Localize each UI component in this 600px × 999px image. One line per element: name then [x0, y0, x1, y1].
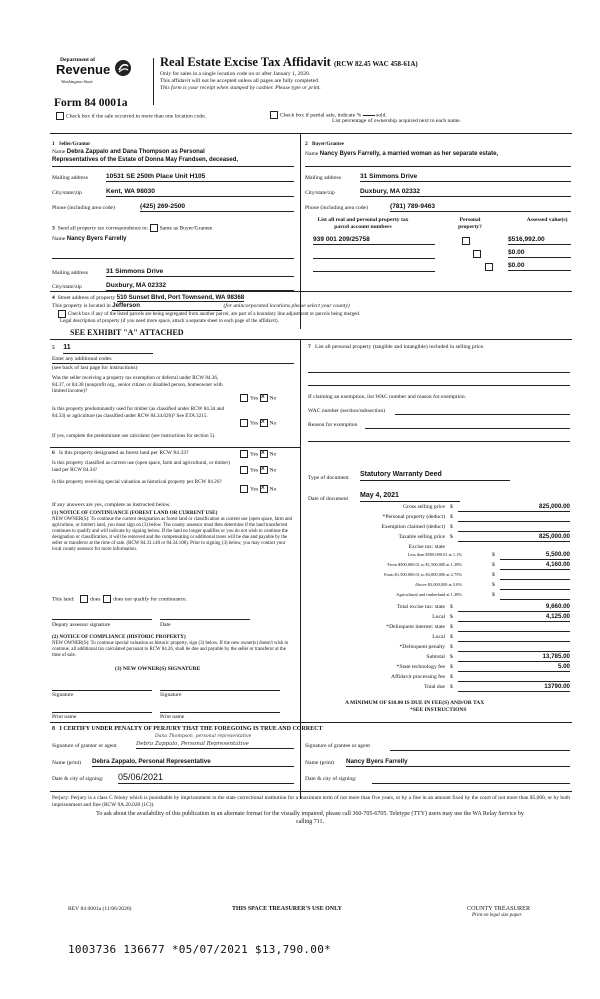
owner-print-name-label-1: Print name — [52, 714, 77, 720]
seller-city-label: City/state/zip — [52, 190, 82, 196]
personal-deduct-label: *Personal property (deduct) — [382, 514, 445, 520]
new-owner-signature-heading: (3) NEW OWNER(S) SIGNATURE — [115, 666, 201, 672]
parcel-number-2[interactable] — [313, 250, 435, 259]
personal-property-checkbox-3[interactable] — [485, 263, 493, 271]
reason-exemption-label: Reason for exemption — [308, 422, 358, 428]
print-legal-note: Print on legal size paper. — [472, 913, 523, 918]
bracket-1-value[interactable]: 5,500.00 — [500, 551, 570, 560]
section5-q1-yes[interactable] — [240, 394, 248, 402]
seller-heading: 1 Seller/Grantor — [52, 141, 91, 147]
grantee-name-label: Name (print) — [305, 760, 335, 766]
delinquent-local-value[interactable] — [458, 633, 570, 642]
bracket-1-label: Less than $500,000.01 at 1.1% — [407, 552, 462, 557]
doc-type-value[interactable]: Statutory Warranty Deed — [360, 471, 510, 481]
section6-q1-no[interactable] — [260, 450, 268, 458]
section6-q3: Is this property receiving special valuation as historical property per RCW 84.26? — [52, 479, 222, 485]
treasurer-stamp: 1003736 136677 *05/07/2021 $13,790.00* — [68, 943, 332, 956]
excise-state-label: Excise tax: state — [408, 544, 445, 550]
bracket-3-label: From $1,500,000.01 to $3,000,000 at 2.75% — [384, 572, 462, 577]
owner-print-name-label-2: Print name — [160, 714, 185, 720]
dept-line1: Department of — [60, 57, 95, 63]
section6-q1-answer: Yes × No — [240, 450, 276, 458]
total-due-label: Total due — [424, 684, 445, 690]
location-code-value[interactable]: 11 — [63, 344, 153, 354]
section5-q2: Is this property predominantly used for timber (as classified under RCW 84.34 and 84.33) or agriculture (as classified under RCW 84.34.020)? See ETA 3215. — [52, 406, 225, 419]
buyer-heading: 2 Buyer/Grantee — [305, 141, 344, 147]
correspondence-city-label: City/state/zip — [52, 284, 82, 290]
bracket-row-5 — [300, 592, 570, 602]
seller-mailing-input[interactable]: 10531 SE 250th Place Unit H105 — [106, 173, 294, 182]
partial-percent-field[interactable] — [363, 115, 375, 116]
buyer-city-input[interactable]: Duxbury, MA 02332 — [360, 188, 571, 197]
section6-q2: Is this property classified as current use (open space, farm and agricultural, or timber) land per RCW 84.34? — [52, 460, 230, 473]
subtotal-value[interactable]: 13,785.00 — [458, 653, 570, 662]
dept-revenue: Revenue — [56, 62, 111, 77]
taxable-price-value[interactable]: 825,000.00 — [458, 533, 570, 542]
bracket-4-cur: $ — [492, 582, 495, 588]
seller-city-input[interactable]: Kent, WA 98030 — [106, 188, 294, 197]
total-excise-label: Total excise tax: state — [396, 604, 445, 610]
assessed-value-3[interactable]: $0.00 — [508, 262, 571, 271]
seller-phone-input[interactable]: (425) 269-2500 — [140, 203, 294, 212]
totals-table — [330, 604, 570, 694]
segregated-row: Check box if any of the listed parcels are being segregated from another parcel, are part of a boundary line adjustment or parcels being merged. — [58, 310, 360, 318]
correspondence-mailing-input[interactable]: 31 Simmons Drive — [106, 268, 294, 277]
owner-signature-label-2: Signature — [160, 692, 182, 698]
parcel-number-3[interactable] — [313, 263, 435, 272]
parcel-col-1: List all real and personal property tax parcel account numbers — [317, 217, 409, 230]
parcel-number-1[interactable]: 939 001 209/25758 — [313, 236, 435, 245]
deputy-date-label: Date — [160, 622, 171, 628]
gross-price-label: Gross selling price — [403, 504, 445, 510]
doc-date-value[interactable]: May 4, 2021 — [360, 492, 460, 502]
title-ref: (RCW 82.45 WAC 458-61A) — [333, 60, 418, 68]
legal-description-label: Legal description of property (if you need more space, attach a separate sheet to each page of the affidavit). — [60, 318, 279, 324]
subtotal-cur: $ — [450, 654, 453, 660]
delinquent-local-cur: $ — [450, 634, 453, 640]
bracket-5-cur: $ — [492, 592, 495, 598]
segregated-checkbox[interactable] — [58, 310, 66, 318]
wac-number-label: WAC number (section/subsection) — [308, 408, 386, 414]
local-tax-value[interactable]: 4,125.00 — [458, 613, 570, 622]
grantor-date-value[interactable]: 05/06/2021 — [118, 772, 294, 784]
taxable-price-cur: $ — [450, 534, 453, 540]
notice2-body: NEW OWNER(S): To continue special valuation as historic property, sign (3) below. If the new owner(s) doesn't wish to continue, all additional tax calculated pursuant to RCW 84.26, shall be due and payable by the seller or transferor at the time of sale. — [52, 641, 289, 658]
enter-codes-label: Enter any additional codes — [52, 356, 112, 362]
bracket-4-value[interactable] — [500, 581, 570, 590]
section6-q1-yes[interactable] — [240, 450, 248, 458]
buyer-mailing-label: Mailing address — [305, 175, 341, 181]
total-excise-value[interactable]: 9,660.00 — [458, 603, 570, 612]
section5-q2-note: If yes, complete the predominate use calculator (see instructions for section 5). — [52, 433, 216, 439]
perjury-text: Perjury: Perjury is a class C felony which is punishable by imprisonment in the state correctional institution for a maximum term of not more than five years, or by a fine in an amount fixed by the court of not more than $5,000, or by both imprisonment and fine (RCW 9A.20.020 (1C)). — [52, 795, 570, 808]
section6-q1: 6 Is this property designated as forest land per RCW 84.33? — [52, 450, 189, 456]
seller-name-value-2[interactable]: Representatives of the Estate of Donna May Frandsen, deceased, — [52, 157, 239, 163]
bracket-5-value[interactable] — [500, 591, 570, 600]
tax-row-taxable — [330, 534, 570, 544]
section5-q1-answer: Yes × No — [240, 394, 276, 402]
section6-q2-answer: Yes × No — [240, 466, 276, 474]
taxable-price-label: Taxable selling price — [398, 534, 445, 540]
tech-fee-label: *State technology fee — [396, 664, 445, 670]
seller-name-row: Name Debra Zappalo and Dana Thompson as Personal — [52, 149, 205, 155]
assessed-value-2[interactable]: $0.00 — [508, 249, 571, 258]
header-note-3: This form is your receipt when stamped by cashier. Please type or print. — [160, 85, 321, 91]
correspondence-row: 3 Send all property tax correspondence to: Same as Buyer/Grantee — [52, 225, 213, 232]
section5-q2-yes[interactable] — [240, 419, 248, 427]
bracket-3-value[interactable] — [500, 571, 570, 580]
processing-fee-value[interactable] — [458, 673, 570, 682]
total-due-value[interactable]: 13790.00 — [458, 683, 570, 692]
located-row: This property is located in Jefferson (for unincorporated locations please select your county) — [52, 302, 350, 309]
buyer-city-label: City/state/zip — [305, 190, 335, 196]
grantee-date-label: Date & city of signing: — [305, 776, 357, 782]
property-street-value[interactable]: 510 Sunset Blvd, Port Townsend, WA 98368 — [116, 294, 245, 301]
gross-price-cur: $ — [450, 504, 453, 510]
deputy-signature-label: Deputy assessor signature — [52, 622, 111, 628]
land-does-not-checkbox[interactable] — [103, 595, 111, 603]
buyer-phone-input[interactable]: (781) 789-9463 — [390, 203, 571, 212]
buyer-phone-label: Phone (including area code) — [305, 205, 368, 211]
ada-text: To ask about the availability of this publication in an alternate format for the visually impaired, please call 360-705-6705. Teletype (TTY) users may use the WA Relay Service by calling 711. — [96, 811, 524, 825]
multi-location-checkbox-row[interactable] — [56, 112, 206, 120]
delinquent-local-label: Local — [432, 634, 445, 640]
any-yes-note: If any answers are yes, complete as instructed below. — [52, 502, 171, 508]
doc-type-label: Type of document — [308, 475, 349, 481]
section5-q1-no[interactable] — [260, 394, 268, 402]
bracket-table — [300, 552, 570, 602]
penalty-value[interactable] — [458, 643, 570, 652]
notice1-title: (1) NOTICE OF CONTINUANCE (FOREST LAND OR CURRENT USE) — [52, 510, 218, 516]
bracket-2-value[interactable]: 4,160.00 — [500, 561, 570, 570]
header-note-2: This affidavit will not be accepted unless all pages are fully completed. — [160, 78, 320, 84]
sold-label: sold. — [376, 112, 387, 119]
processing-fee-label: Affidavit processing fee — [391, 674, 445, 680]
exemption-deduct-value[interactable] — [458, 523, 570, 532]
certify-heading: 8 I CERTIFY UNDER PENALTY OF PERJURY THAT THE FOREGOING IS TRUE AND CORRECT — [52, 726, 323, 732]
street-address-row: 4 Street address of property 510 Sunset Blvd, Port Townsend, WA 98368 — [52, 294, 245, 301]
seller-mailing-label: Mailing address — [52, 175, 88, 181]
page-title: Real Estate Excise Tax Affidavit (RCW 82.45 WAC 458-61A) — [160, 55, 418, 69]
correspondence-mailing-label: Mailing address — [52, 270, 88, 276]
bracket-2-label: From $500,000.01 to $1,500,000 at 1.28% — [387, 562, 462, 567]
see-instructions-note: *SEE INSTRUCTIONS — [410, 707, 467, 713]
personal-property-checkbox-2[interactable] — [473, 250, 481, 258]
minimum-due-note: A MINIMUM OF $10.00 IS DUE IN FEE(S) AND/OR TAX — [345, 700, 485, 706]
seller-phone-label: Phone (including area code) — [52, 205, 115, 211]
processing-fee-cur: $ — [450, 674, 453, 680]
notice1-body: NEW OWNER(S): To continue the current designation as forest land or classification as current use (open space, farm and agriculture, or timber) land, you must sign on (3) below. The county assessor must then determine if the land transferred continues to qualify and will indicate by signing below. If the land no longer qualifies or you do not wish to continue the designation or classification, it will be removed and the compensating or additional taxes will be due and payable by the seller or transferor at the time of sale. (RCW 84.33.140 or 84.34.108). Prior to signing (3) below, you may contact your local county assessor for more information. — [52, 517, 292, 552]
section5-q2-answer: Yes × No — [240, 419, 276, 427]
bracket-3-cur: $ — [492, 572, 495, 578]
grantee-name-value[interactable]: Nancy Byers Farrelly — [346, 758, 570, 767]
same-as-buyer-checkbox[interactable] — [150, 224, 158, 232]
owner-signature-label-1: Signature — [52, 692, 74, 698]
personal-deduct-value[interactable] — [458, 513, 570, 522]
penalty-label: *Delinquent penalty — [399, 644, 445, 650]
doc-date-label: Date of document — [308, 496, 349, 502]
section5-q2-no[interactable] — [260, 419, 268, 427]
partial-sale-checkbox[interactable] — [270, 111, 278, 119]
correspondence-name-value[interactable]: Nancy Byers Farrelly — [66, 236, 127, 242]
correspondence-city-input[interactable]: Duxbury, MA 02332 — [106, 282, 294, 291]
correspondence-name-row: Name Nancy Byers Farrelly — [52, 236, 127, 242]
property-county-value[interactable]: Jefferson — [112, 302, 222, 311]
county-treasurer: COUNTY TREASURER — [467, 905, 531, 912]
section6-q2-no[interactable] — [260, 466, 268, 474]
dept-state: Washington State — [61, 79, 93, 84]
revenue-emblem-icon — [114, 59, 132, 77]
exemption-label: If claiming an exemption, list WAC number and reason for exemption. — [308, 394, 467, 400]
personal-property-checkbox-1[interactable] — [462, 237, 470, 245]
section6-q3-yes[interactable] — [240, 485, 248, 493]
section6-q3-no[interactable] — [260, 485, 268, 493]
section6-q3-answer: Yes × No — [240, 485, 276, 493]
subtotal-label: Subtotal — [426, 654, 445, 660]
grantor-signature-field[interactable]: Debra Zappalo, Personal Representative — [136, 741, 294, 749]
seller-name-value[interactable]: Debra Zappalo and Dana Thompson as Personal — [66, 149, 205, 155]
revenue-logo — [56, 57, 156, 97]
notice2-title: (2) NOTICE OF COMPLIANCE (HISTORIC PROPERTY) — [52, 634, 186, 640]
rev-number: REV 84 0001a (11/06/2020) — [68, 906, 132, 912]
multi-location-checkbox[interactable] — [56, 112, 64, 120]
total-due-cur: $ — [450, 684, 453, 690]
delinquent-state-label: *Delinquent interest: state — [386, 624, 445, 630]
form-number: Form 84 0001a — [54, 97, 128, 109]
parcel-col-2: Personal property? — [458, 217, 482, 230]
exemption-deduct-label: Exemption claimed (deduct) — [381, 524, 445, 530]
penalty-cur: $ — [450, 644, 453, 650]
bracket-5-label: Agricultural and timberland at 1.28% — [396, 592, 462, 597]
buyer-mailing-input[interactable]: 31 Simmons Drive — [360, 173, 571, 182]
personal-deduct-cur: $ — [450, 514, 453, 520]
grantor-signature-annotation: Dana Thompson, personal representative — [155, 734, 252, 739]
local-tax-label: Local — [432, 614, 445, 620]
grantor-date-label: Date & city of signing: — [52, 776, 104, 782]
assessed-value-1[interactable]: $516,992.00 — [508, 236, 571, 245]
section6-q2-yes[interactable] — [240, 466, 248, 474]
exemption-deduct-cur: $ — [450, 524, 453, 530]
bracket-2-cur: $ — [492, 562, 495, 568]
buyer-name-value[interactable]: Nancy Byers Farrelly, a married woman as her separate estate, — [319, 151, 499, 157]
gross-price-value[interactable]: 825,000.00 — [458, 503, 570, 512]
section5-q1: Was the seller receiving a property tax exemption or deferral under RCW 84.36, 84.37, or 84.38 (nonprofit org., senior citizen or disabled person, homeowner with limited income)? — [52, 375, 223, 394]
buyer-name-row: Name Nancy Byers Farrelly, a married woman as her separate estate, — [305, 151, 499, 157]
land-does-checkbox[interactable] — [80, 595, 88, 603]
total-row-due — [330, 684, 570, 694]
delinquent-state-value[interactable] — [458, 623, 570, 632]
parcel-col-3: Assessed value(s) — [526, 217, 568, 223]
grantor-name-label: Name (print) — [52, 760, 82, 766]
total-excise-cur: $ — [450, 604, 453, 610]
treasurer-use-only: THIS SPACE TREASURER'S USE ONLY — [232, 906, 342, 912]
bracket-4-label: Above $3,000,000 at 3.0% — [414, 582, 462, 587]
grantee-signature-label: Signature of grantee or agent — [305, 743, 370, 749]
grantor-signature-label: Signature of grantor or agent — [52, 743, 117, 749]
tech-fee-cur: $ — [450, 664, 453, 670]
header-note-1: Only for sales in a single location code on or after January 1, 2020. — [160, 71, 311, 77]
see-back-label: (see back of last page for instructions) — [52, 365, 138, 371]
this-land-row: This land: does does not qualify for continuance. — [52, 596, 187, 603]
grantor-name-value[interactable]: Debra Zappalo, Personal Representative — [92, 758, 294, 767]
partial-sale-label: Check box if partial sale, indicate % — [280, 112, 362, 119]
tax-table — [330, 504, 570, 553]
legal-description-value[interactable]: SEE EXHIBIT "A" ATTACHED — [70, 328, 184, 337]
bracket-1-cur: $ — [492, 552, 495, 558]
delinquent-state-cur: $ — [450, 624, 453, 630]
tech-fee-value[interactable]: 5.00 — [458, 663, 570, 672]
multi-location-label: Check box if the sale occurred in more than one location code. — [66, 113, 207, 120]
list-percentage-note: List percentage of ownership acquired next to each name. — [332, 118, 462, 124]
section5-code-row: 5 11 — [52, 344, 153, 354]
section7-label: 7 List all personal property (tangible and intangible) included in selling price. — [308, 344, 485, 350]
local-tax-cur: $ — [450, 614, 453, 620]
